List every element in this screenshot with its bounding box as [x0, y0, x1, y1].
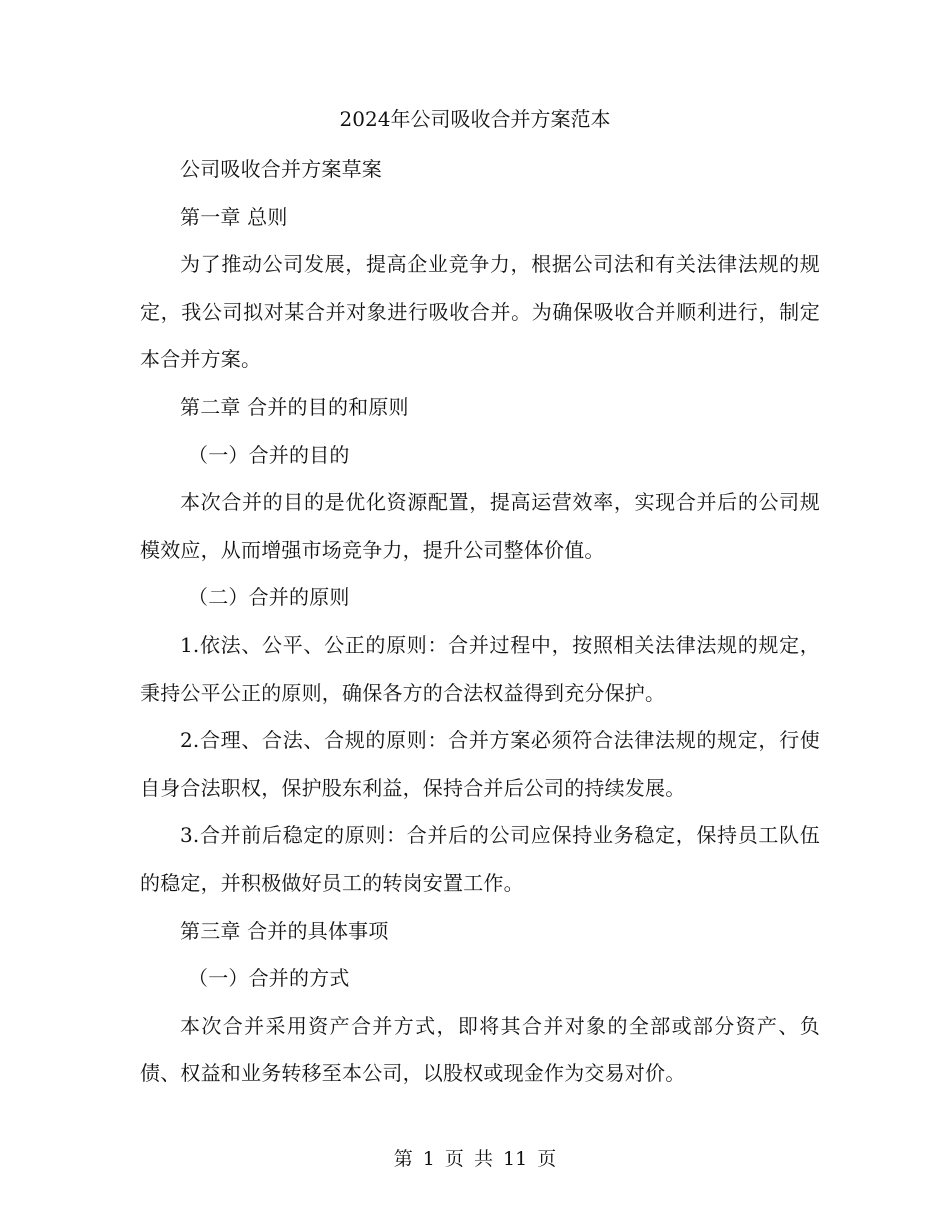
document-title: 2024年公司吸收合并方案范本 — [339, 107, 611, 131]
section-heading: （二）合并的原则 — [188, 585, 350, 610]
section-heading: （一）合并的方式 — [188, 966, 350, 991]
list-item: 2.合理、合法、合规的原则：合并方案必须符合法律法规的规定，行使自身合法职权，保护股东利益，保持合并后公司的持续发展。 — [140, 728, 820, 800]
list-item: 3.合并前后稳定的原则：合并后的公司应保持业务稳定，保持员工队伍的稳定，并积极做好员工的转岗安置工作。 — [140, 823, 820, 895]
section-heading: （一）合并的目的 — [188, 442, 350, 467]
page-number: 第 1 页 共 11 页 — [393, 1148, 557, 1170]
paragraph: 为了推动公司发展，提高企业竞争力，根据公司法和有关法律法规的规定，我公司拟对某合并对象进行吸收合并。为确保吸收合并顺利进行，制定本合并方案。 — [140, 252, 820, 372]
document-body — [140, 146, 820, 1098]
paragraph: 本次合并采用资产合并方式，即将其合并对象的全部或部分资产、负债、权益和业务转移至本公司，以股权或现金作为交易对价。 — [140, 1013, 820, 1086]
paragraph-draft-heading: 公司吸收合并方案草案 — [180, 157, 382, 181]
list-item: 1.依法、公平、公正的原则：合并过程中，按照相关法律法规的规定，秉持公平公正的原则，确保各方的合法权益得到充分保护。 — [140, 632, 820, 705]
chapter-2-heading: 第二章 合并的目的和原则 — [180, 394, 409, 419]
chapter-1-heading: 第一章 总则 — [180, 204, 288, 229]
paragraph: 本次合并的目的是优化资源配置，提高运营效率，实现合并后的公司规模效应，从而增强市场竞争力，提升公司整体价值。 — [140, 490, 820, 562]
chapter-3-heading: 第三章 合并的具体事项 — [180, 918, 389, 943]
